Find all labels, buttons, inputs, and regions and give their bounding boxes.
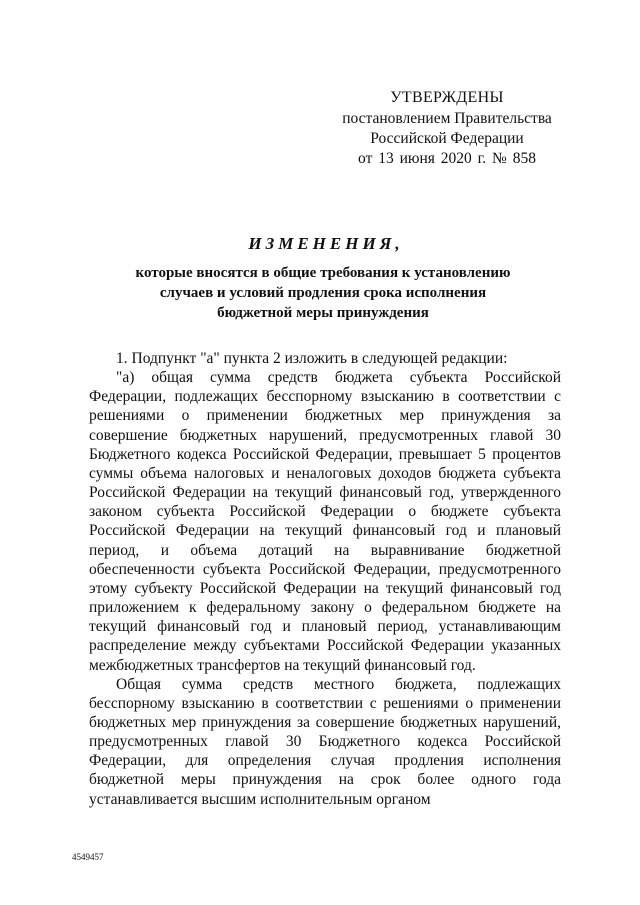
approval-line-decree: постановлением Правительства — [342, 110, 552, 127]
quoted-subparagraph-a: "а) общая сумма средств бюджета субъекта Российской Федерации, подлежащих бесспорному взысканию в соответствии с решениями о применении бюджетных мер принуждения за совершение бюджетных нарушений, предусмотренных главой 30 Бюджетного кодекса Российской Федерации, превышает 5 процентов суммы объема налоговых и неналоговых доходов бюджета субъекта Российской Федерации на текущий финансовый год, утвержденного законом субъекта Российской Федерации о бюджете субъекта Российской Федерации на текущий финансовый год и плановый период, и объема дотаций на выравнивание бюджетной обеспеченности субъекта Российской Федерации, предусмотренного этому субъекту Российской Федерации на текущий финансовый год приложением к федеральному закону о федеральном бюджете на текущий финансовый год и плановый период, устанавливающим распределение между субъектами Российской Федерации указанных межбюджетных трансфертов на текущий финансовый год. — [89, 369, 561, 674]
document-body — [89, 349, 561, 809]
document-subtitle-line-3: бюджетной меры принуждения — [217, 305, 429, 321]
paragraph-local-budget: Общая сумма средств местного бюджета, подлежащих бесспорному взысканию в соответствии с решениями о применении бюджетных мер принуждения за совершение бюджетных нарушений, предусмотренных главой 30 Бюджетного кодекса Российской Федерации, для определения случая продления исполнения бюджетной меры принуждения на срок более одного года устанавливается высшим исполнительным органом — [89, 675, 561, 808]
document-title: ИЗМЕНЕНИЯ, — [248, 234, 404, 253]
approval-line-country: Российской Федерации — [370, 130, 524, 147]
document-number: 4549457 — [72, 852, 104, 862]
approval-title: УТВЕРЖДЕНЫ — [390, 89, 504, 106]
document-heading — [0, 233, 640, 323]
document-subtitle-line-1: которые вносятся в общие требования к установлению — [135, 265, 511, 281]
document-subtitle-line-2: случаев и условий продления срока исполнения — [159, 285, 487, 301]
approval-line-date-number: от 13 июня 2020 г. № 858 — [358, 150, 536, 167]
amendment-item-1: 1. Подпункт "а" пункта 2 изложить в следующей редакции: — [116, 350, 508, 367]
